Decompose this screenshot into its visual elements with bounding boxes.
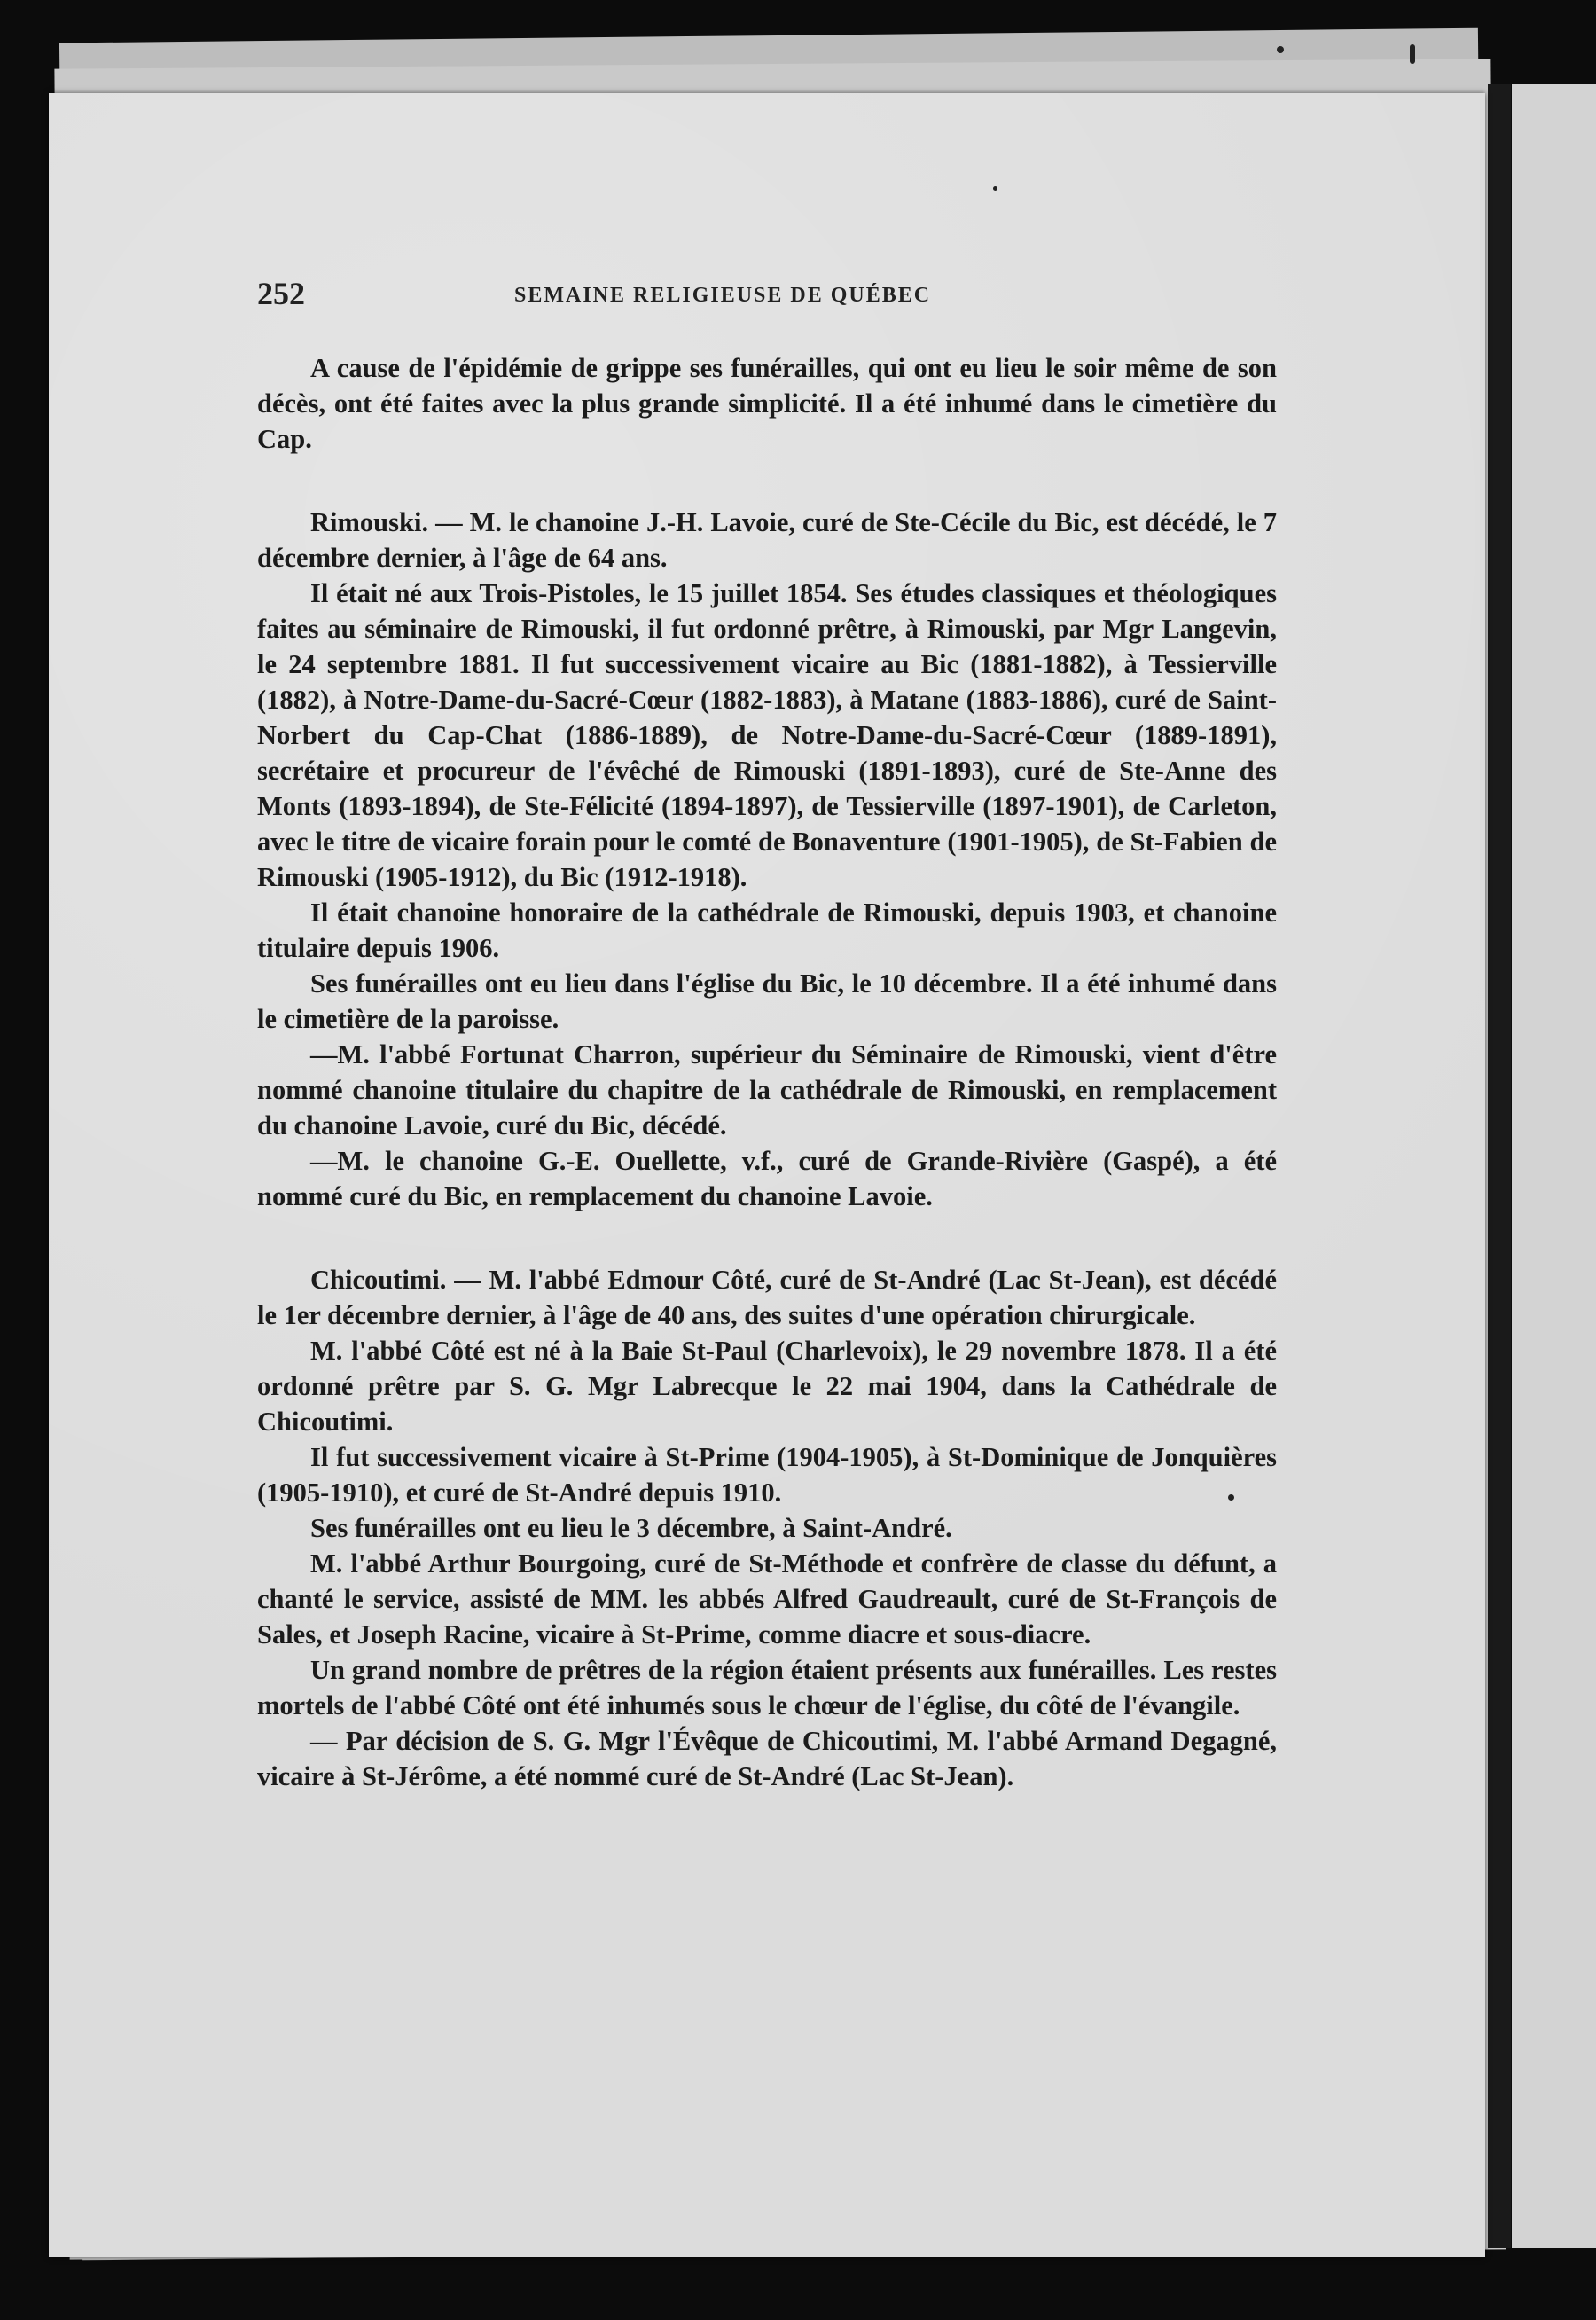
paragraph [257, 1439, 1277, 1510]
article-body [257, 350, 1277, 1794]
paragraph [257, 1546, 1277, 1652]
running-head: SEMAINE RELIGIEUSE DE QUÉBEC [514, 284, 932, 307]
paragraph-text: Il était né aux Trois-Pistoles, le 15 juillet 1854. Ses études classiques et théologiques faites au séminaire de Rimouski, il fut ordonné prêtre, à Rimouski, par Mgr Langevin, le 24 septembre 1881. Il fut successivement vicaire au Bic (1881-1882), à Tessierville (1882), à Notre-Dame-du-Sacré-Cœur (1882-1883), à Matane (1883-1886), curé de Saint-Norbert du Cap-Chat (1886-1889), de Notre-Dame-du-Sacré-Cœur (1889-1891), secrétaire et procureur de l'évêché de Rimouski (1891-1893), curé de Ste-Anne des Monts (1893-1894), de Ste-Félicité (1894-1897), de Tessierville (1897-1901), de Carleton, avec le titre de vicaire forain pour le comté de Bonaventure (1901-1905), de St-Fabien de Rimouski (1905-1912), du Bic (1912-1918). [257, 578, 1277, 892]
paragraph-text: Ses funérailles ont eu lieu le 3 décembre, à Saint-André. [310, 1513, 952, 1543]
place-heading: Chicoutimi [310, 1265, 440, 1295]
paragraph [257, 1333, 1277, 1439]
scan-speck [1228, 1494, 1234, 1501]
scan-speck [1410, 44, 1415, 64]
paragraph-text: A cause de l'épidémie de grippe ses funérailles, qui ont eu lieu le soir même de son décès, ont été faites avec la plus grande simplicité. Il a été inhumé dans le cimetière du Cap. [257, 353, 1277, 454]
paragraph-text: Il fut successivement vicaire à St-Prime (1904-1905), à St-Dominique de Jonquières (1905-1910), et curé de St-André depuis 1910. [257, 1442, 1277, 1508]
paragraph-text: — Par décision de S. G. Mgr l'Évêque de Chicoutimi, M. l'abbé Armand Degagné, vicaire à St-Jérôme, a été nommé curé de St-André (Lac St-Jean). [257, 1726, 1277, 1791]
paragraph-text: . — M. l'abbé Edmour Côté, curé de St-André (Lac St-Jean), est décédé le 1er décembre dernier, à l'âge de 40 ans, des suites d'une opération chirurgicale. [257, 1265, 1277, 1330]
adjacent-page-edge [1512, 84, 1596, 2248]
scan-speck [993, 186, 998, 191]
paragraph [257, 1510, 1277, 1546]
paragraph-text: —M. l'abbé Fortunat Charron, supérieur du Séminaire de Rimouski, vient d'être nommé chanoine titulaire du chapitre de la cathédrale de Rimouski, en remplacement du chanoine Lavoie, curé du Bic, décédé. [257, 1039, 1277, 1140]
section-rimouski [257, 505, 1277, 576]
paragraph [257, 966, 1277, 1037]
paragraph-text: —M. le chanoine G.-E. Ouellette, v.f., curé de Grande-Rivière (Gaspé), a été nommé curé du Bic, en remplacement du chanoine Lavoie. [257, 1146, 1277, 1211]
place-heading: Rimouski [310, 507, 422, 537]
paragraph-text: . — M. le chanoine J.-H. Lavoie, curé de Ste-Cécile du Bic, est décédé, le 7 décembre dernier, à l'âge de 64 ans. [257, 507, 1277, 573]
page-header [257, 275, 1303, 328]
page-number: 252 [257, 276, 305, 311]
scan-speck [1277, 46, 1284, 53]
paragraph [257, 350, 1277, 457]
paragraph [257, 1652, 1277, 1723]
paragraph [257, 1723, 1277, 1794]
paragraph-text: M. l'abbé Arthur Bourgoing, curé de St-Méthode et confrère de classe du défunt, a chanté le service, assisté de MM. les abbés Alfred Gaudreault, curé de St-François de Sales, et Joseph Racine, vicaire à St-Prime, comme diacre et sous-diacre. [257, 1548, 1277, 1650]
paragraph-text: Ses funérailles ont eu lieu dans l'église du Bic, le 10 décembre. Il a été inhumé dans le cimetière de la paroisse. [257, 968, 1277, 1034]
paragraph [257, 1037, 1277, 1143]
paragraph-text: Il était chanoine honoraire de la cathédrale de Rimouski, depuis 1903, et chanoine titulaire depuis 1906. [257, 897, 1277, 963]
paragraph-text: Un grand nombre de prêtres de la région étaient présents aux funérailles. Les restes mortels de l'abbé Côté ont été inhumés sous le chœur de l'église, du côté de l'évangile. [257, 1655, 1277, 1720]
paragraph [257, 1143, 1277, 1214]
paragraph [257, 895, 1277, 966]
section-chicoutimi [257, 1262, 1277, 1333]
page-gutter [1488, 84, 1511, 2248]
paragraph-text: M. l'abbé Côté est né à la Baie St-Paul (Charlevoix), le 29 novembre 1878. Il a été ordonné prêtre par S. G. Mgr Labrecque le 22 mai 1904, dans la Cathédrale de Chicoutimi. [257, 1336, 1277, 1437]
paragraph [257, 576, 1277, 895]
